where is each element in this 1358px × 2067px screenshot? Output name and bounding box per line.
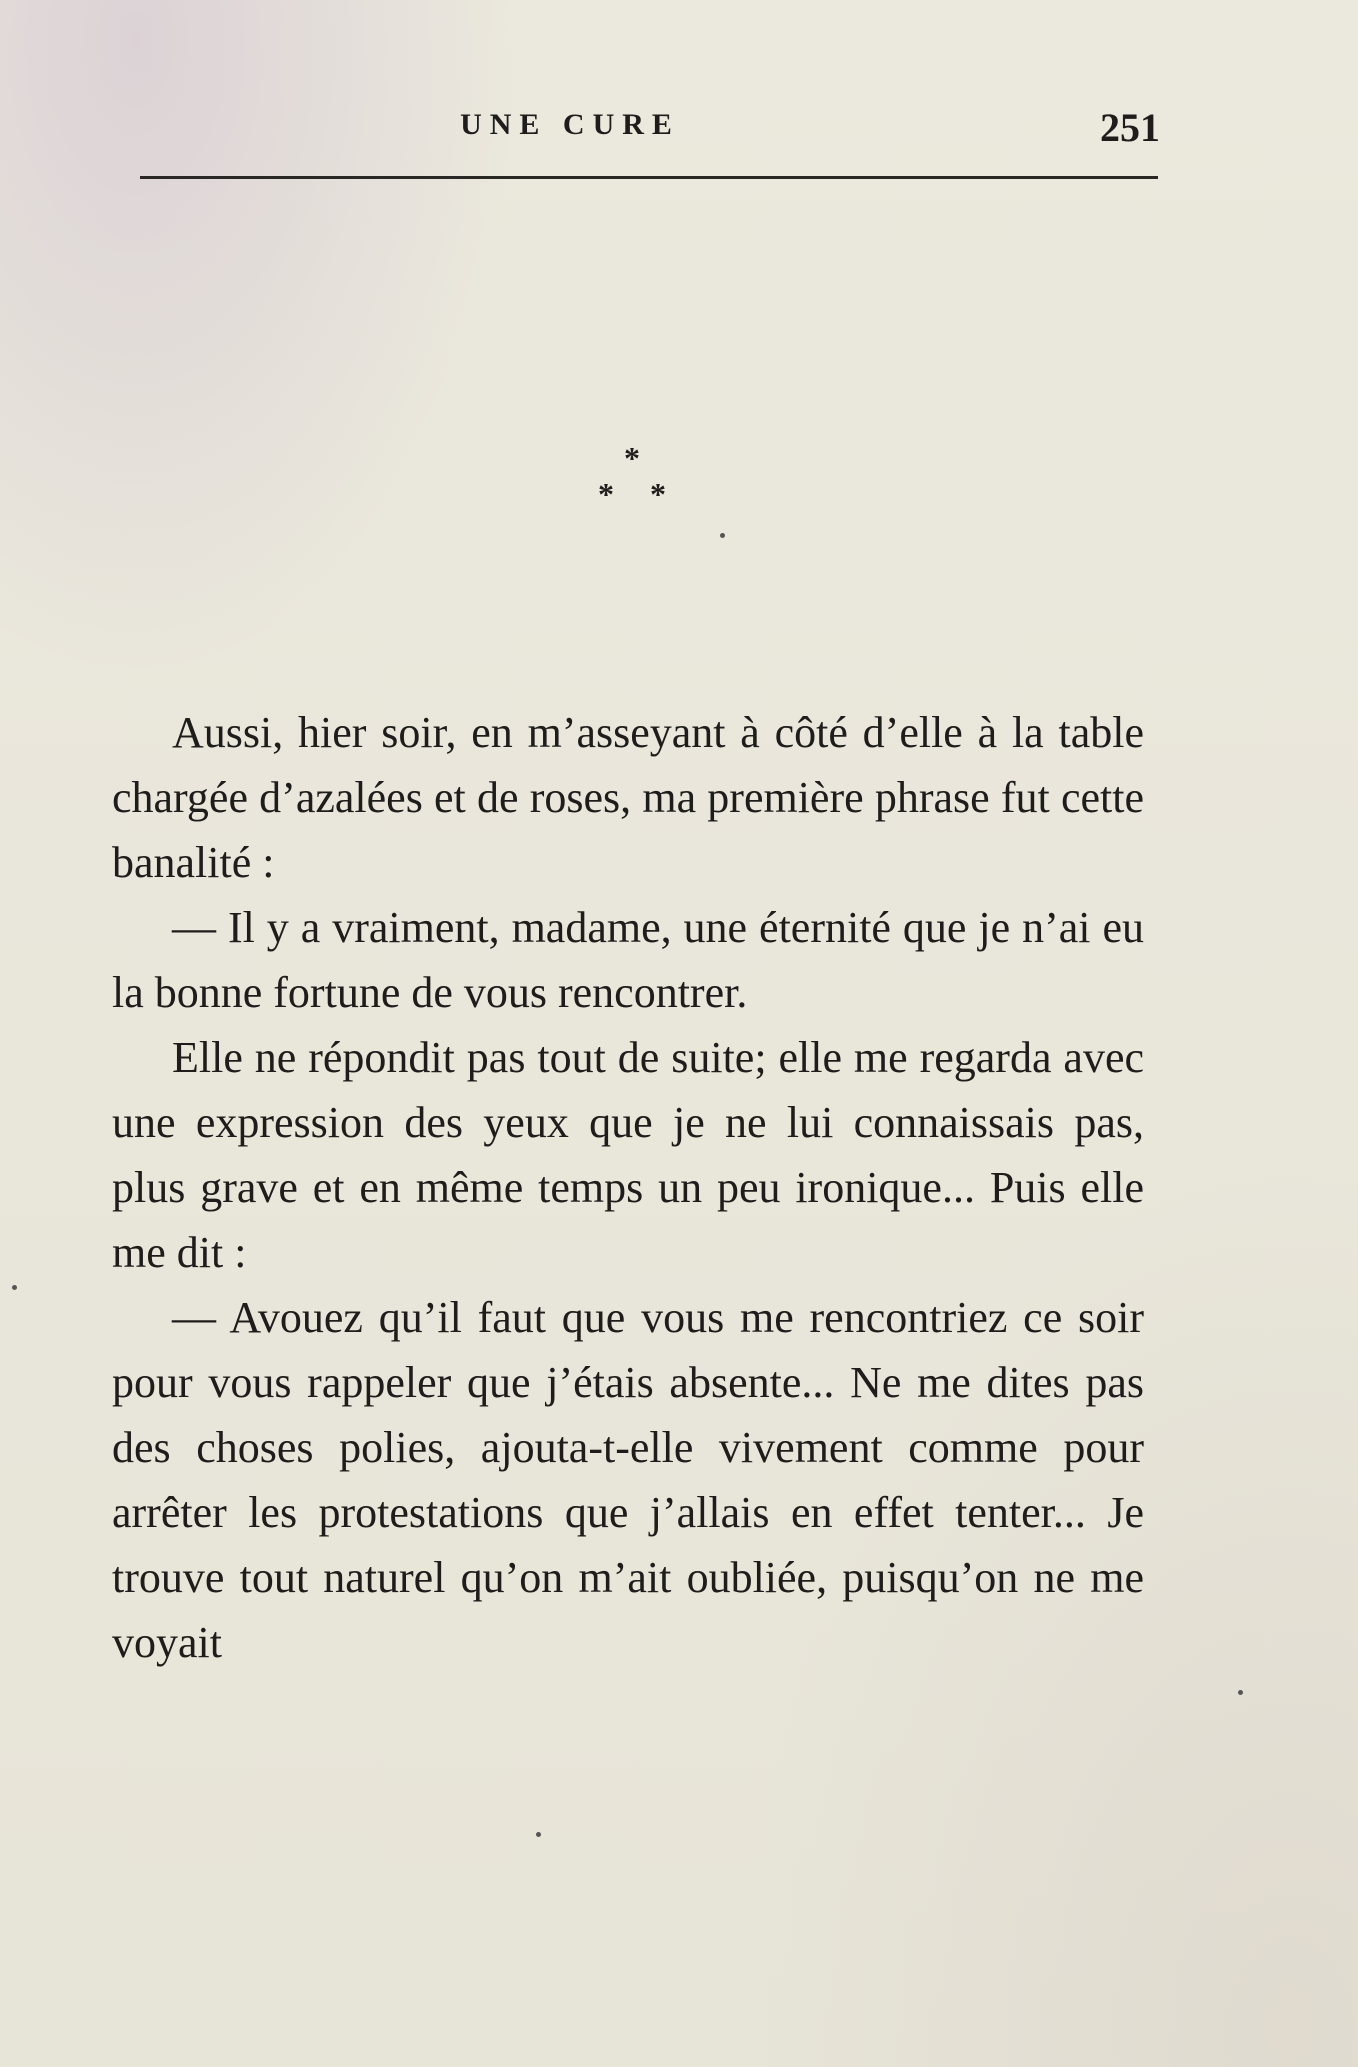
paragraph-4: — Avouez qu’il faut que vous me rencontriez ce soir pour vous rappeler que j’étais absente... Ne me dites pas des choses polies, ajouta-t-elle vivement comme pour arrêter les protestations que j’allais en effet tenter... Je trouve tout naturel qu’on m’ait oubliée, puisqu’on ne me voyait: [112, 1293, 1144, 1667]
paragraph-2: — Il y a vraiment, madame, une éternité que je n’ai eu la bonne fortune de vous rencontrer.: [112, 903, 1144, 1017]
paragraph-3: Elle ne répondit pas tout de suite; elle me regarda avec une expression des yeux que je ne lui connaissais pas, plus grave et en même temps un peu ironique... Puis elle me dit :: [112, 1033, 1144, 1277]
page-number: 251: [1100, 105, 1160, 150]
asterism-star-right: *: [650, 476, 666, 512]
paper-speck: [536, 1832, 541, 1837]
paper-speck: [1238, 1690, 1243, 1695]
running-title: UNE CURE: [460, 108, 680, 141]
paper-speck: [720, 533, 725, 538]
header-rule: [140, 176, 1158, 179]
body-text: [112, 700, 1144, 1675]
asterism: [590, 440, 690, 520]
asterism-star-top: *: [624, 440, 640, 476]
asterism-star-left: *: [598, 476, 614, 512]
running-head: [140, 104, 1160, 148]
paragraph-1: Aussi, hier soir, en m’asseyant à côté d’elle à la table chargée d’azalées et de roses, ma première phrase fut cette banalité :: [112, 708, 1144, 887]
paper-speck: [12, 1285, 17, 1290]
